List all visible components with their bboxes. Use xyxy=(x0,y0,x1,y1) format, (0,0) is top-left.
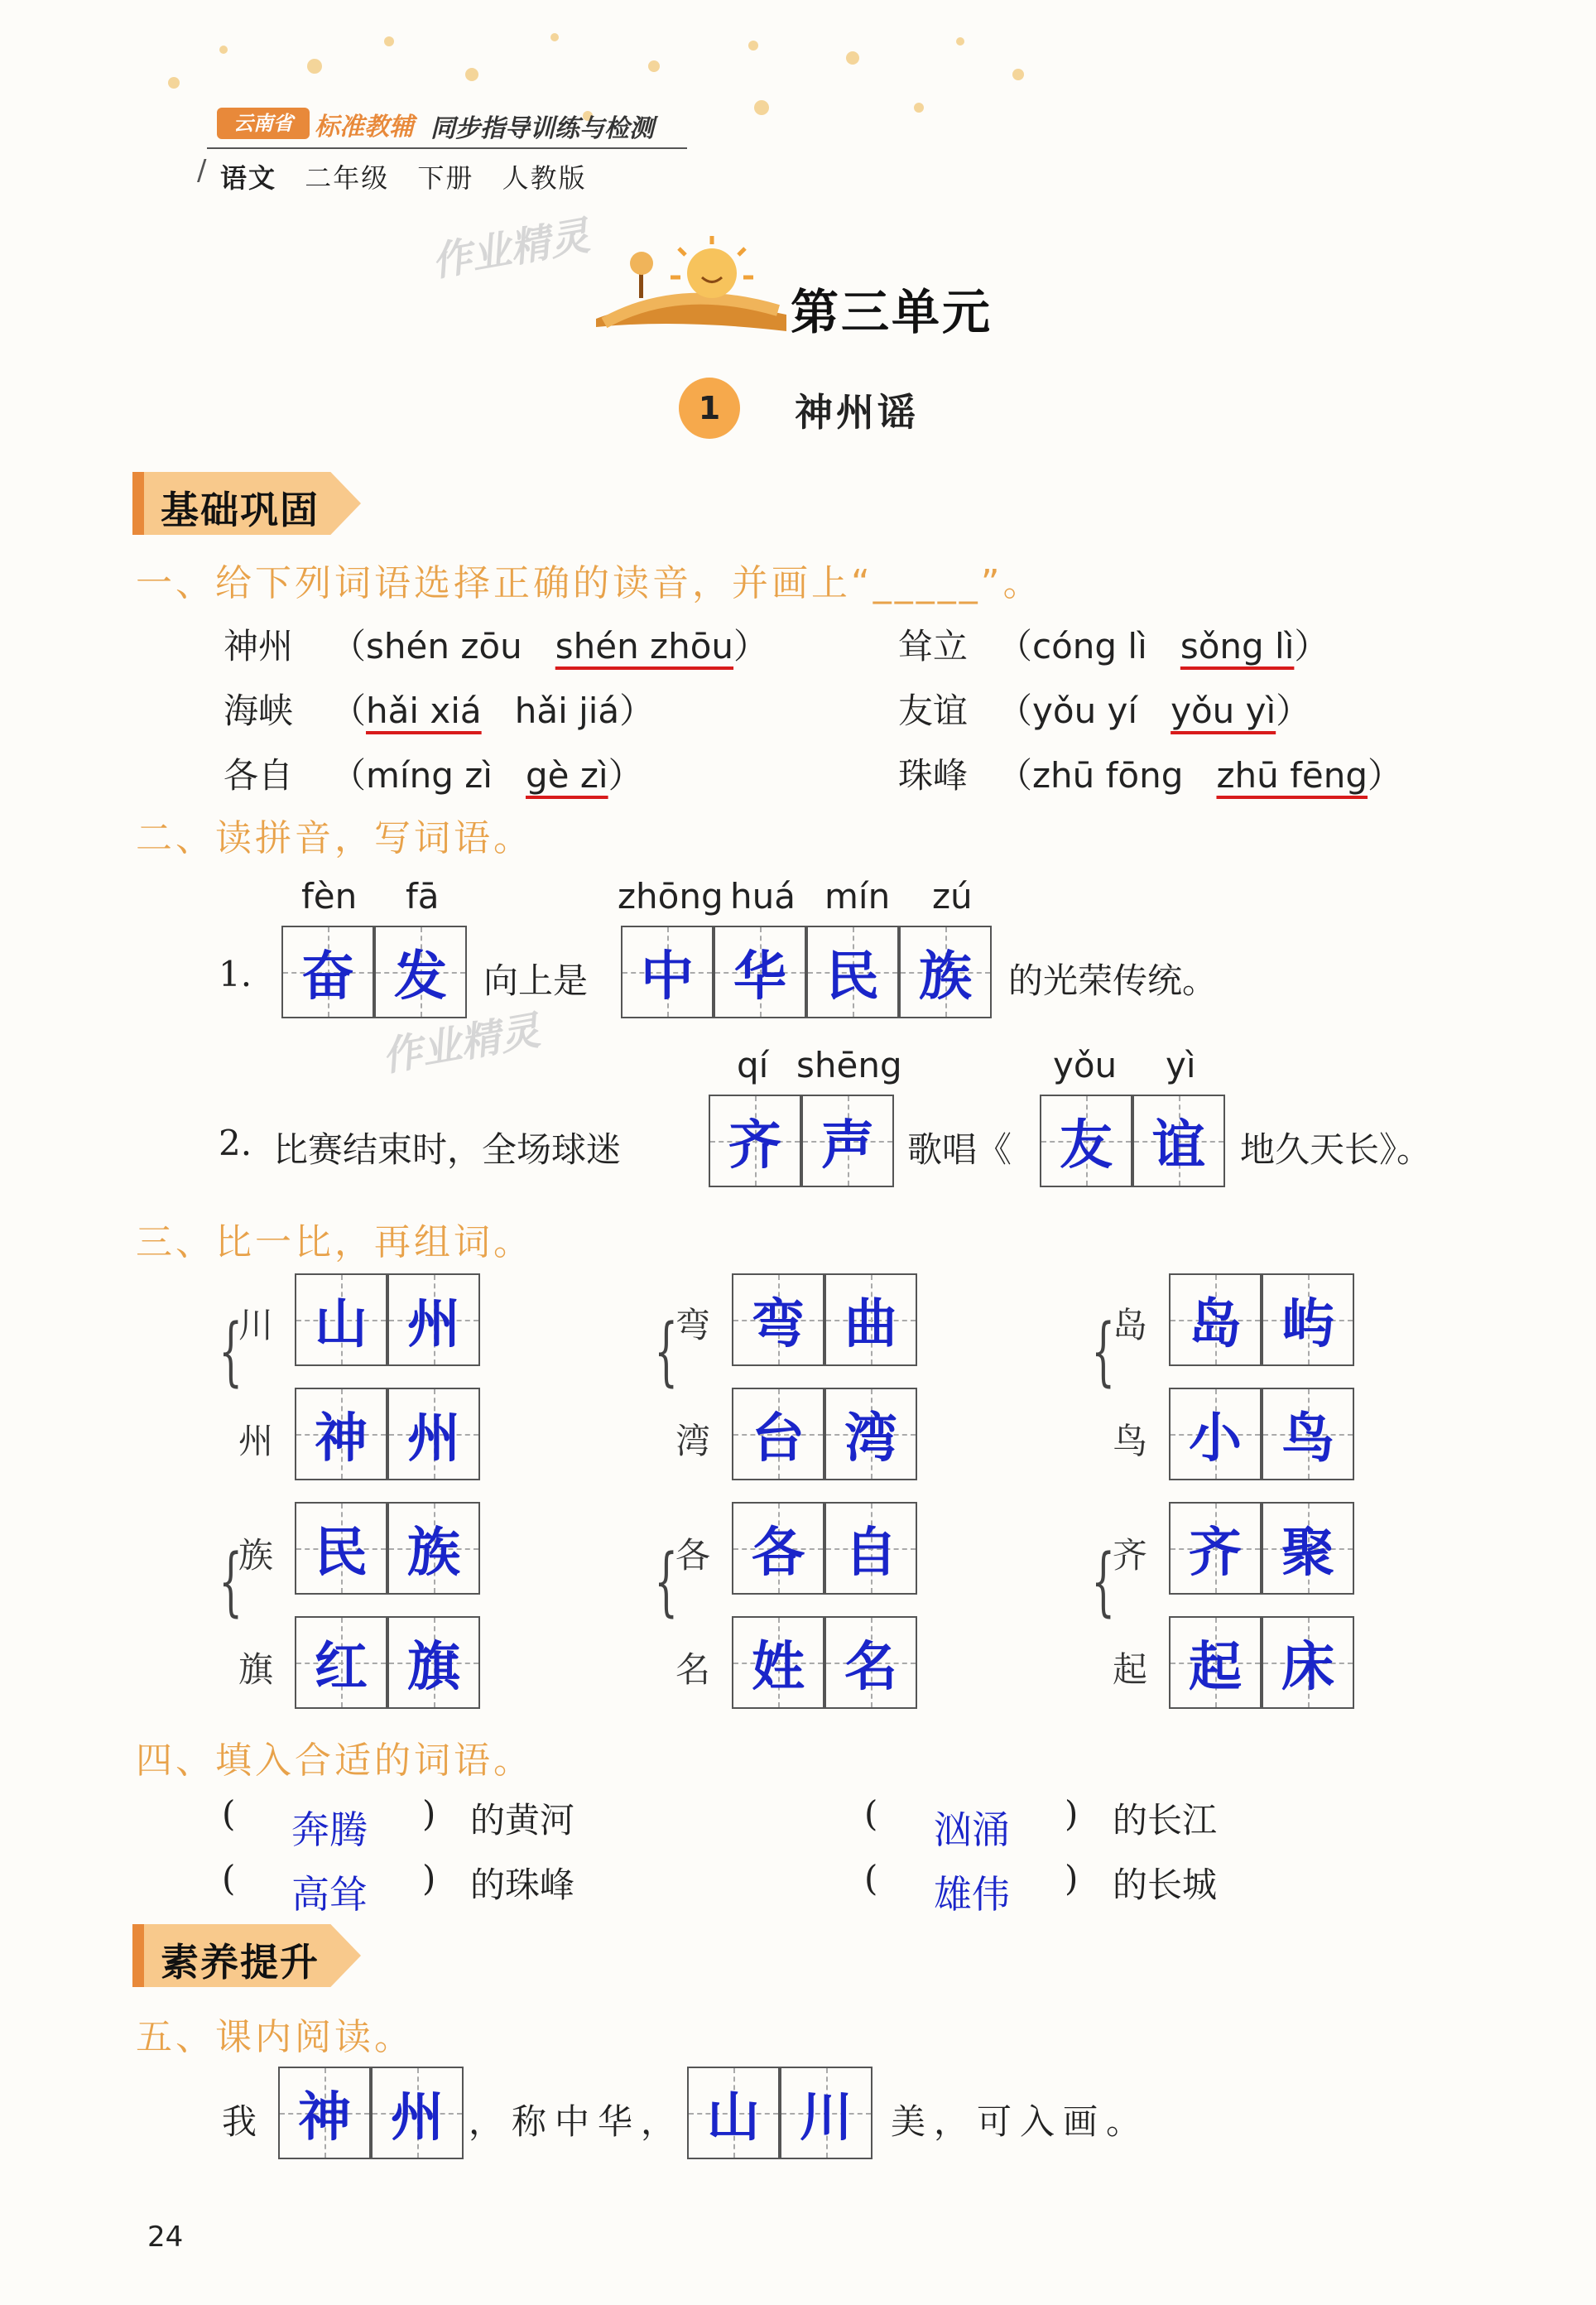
answer-box[interactable]: 岛 xyxy=(1169,1273,1262,1366)
q1-option-b[interactable]: shén zhōu xyxy=(555,626,734,666)
watermark: 作业精灵 xyxy=(428,212,594,286)
q1-word: 耸立 xyxy=(898,626,969,666)
answer-box[interactable]: 曲 xyxy=(824,1273,917,1366)
passage-text: 美，可入画。 xyxy=(891,2101,1150,2142)
answer-box[interactable]: 旗 xyxy=(387,1616,480,1709)
fill-answer[interactable]: 汹涌 xyxy=(934,1807,1010,1852)
answer-box[interactable]: 湾 xyxy=(824,1388,917,1480)
pinyin: zú xyxy=(932,876,973,917)
q1-option-a[interactable]: yǒu yí xyxy=(1032,691,1138,731)
q1-options: （hǎi xiá hǎi jiá） xyxy=(331,691,655,731)
brace: { xyxy=(1091,1308,1115,1395)
blank-left-paren: ( xyxy=(864,1793,878,1834)
brace: { xyxy=(219,1308,243,1395)
answer-box[interactable]: 民 xyxy=(806,926,899,1018)
answer-box[interactable]: 神 xyxy=(278,2067,371,2159)
book-meta xyxy=(220,157,587,195)
passage-text: 我 xyxy=(222,2101,257,2142)
answer-box[interactable]: 声 xyxy=(801,1095,894,1187)
reference-char: 川 xyxy=(238,1305,274,1345)
section-title: 素养提升 xyxy=(161,1940,320,1985)
pinyin: mín xyxy=(824,876,891,917)
answer-box[interactable]: 鸟 xyxy=(1262,1388,1354,1480)
edition: 人教版 xyxy=(502,162,587,194)
blank-tail: 的黄河 xyxy=(470,1800,575,1841)
question-2-heading: 二、读拼音，写词语。 xyxy=(136,817,533,859)
pinyin: huá xyxy=(730,876,796,917)
answer-box[interactable]: 神 xyxy=(295,1388,387,1480)
answer-box[interactable]: 山 xyxy=(687,2067,780,2159)
reference-char: 名 xyxy=(675,1649,711,1690)
q1-options: （míng zì gè zì） xyxy=(331,755,643,796)
question-1-heading: 一、给下列词语选择正确的读音，并画上“_____”。 xyxy=(136,562,1043,604)
blank-left-paren: ( xyxy=(864,1858,878,1898)
answer-box[interactable]: 床 xyxy=(1262,1616,1354,1709)
blank-tail: 的珠峰 xyxy=(470,1865,575,1905)
answer-box[interactable]: 自 xyxy=(824,1502,917,1595)
answer-box[interactable]: 发 xyxy=(374,926,467,1018)
sentence-number: 2. xyxy=(219,1123,252,1163)
reference-char: 齐 xyxy=(1113,1535,1148,1576)
answer-box[interactable]: 红 xyxy=(295,1616,387,1709)
pinyin: yì xyxy=(1166,1045,1196,1085)
question-4-heading: 四、填入合适的词语。 xyxy=(136,1740,533,1782)
section-banner-basic xyxy=(132,472,364,535)
answer-box[interactable]: 州 xyxy=(371,2067,464,2159)
sentence-number: 1. xyxy=(219,954,252,994)
series-title: 同步指导训练与检测 xyxy=(430,114,654,143)
blank-tail: 的长城 xyxy=(1113,1865,1218,1905)
q1-word: 友谊 xyxy=(898,691,969,731)
reference-char: 旗 xyxy=(238,1649,274,1690)
q1-option-a[interactable]: hǎi xiá xyxy=(366,691,482,731)
q1-option-b[interactable]: sǒng lì xyxy=(1180,626,1295,666)
brace: { xyxy=(1091,1538,1115,1625)
unit-title: 第三单元 xyxy=(791,284,993,340)
answer-box[interactable]: 川 xyxy=(780,2067,873,2159)
q1-option-b[interactable]: zhū fēng xyxy=(1216,755,1368,796)
header-slash: / xyxy=(197,154,207,187)
brand-logo: 云南省 xyxy=(217,108,310,139)
answer-box[interactable]: 各 xyxy=(732,1502,824,1595)
fill-answer[interactable]: 高耸 xyxy=(291,1872,368,1917)
brand-name: 标准教辅 xyxy=(315,113,414,142)
header-divider xyxy=(207,147,687,149)
answer-box[interactable]: 中 xyxy=(621,926,714,1018)
pinyin: fā xyxy=(406,876,440,917)
brace: { xyxy=(654,1538,678,1625)
answer-box[interactable]: 州 xyxy=(387,1388,480,1480)
blank-right-paren: ) xyxy=(422,1793,436,1834)
answer-box[interactable]: 友 xyxy=(1040,1095,1132,1187)
section-title: 基础巩固 xyxy=(161,488,320,532)
answer-box[interactable]: 族 xyxy=(387,1502,480,1595)
q1-options: （cóng lì sǒng lì） xyxy=(997,626,1329,666)
answer-box[interactable]: 屿 xyxy=(1262,1273,1354,1366)
reference-char: 各 xyxy=(675,1535,711,1576)
page-number: 24 xyxy=(147,2221,184,2254)
reference-char: 弯 xyxy=(675,1305,711,1345)
reference-char: 鸟 xyxy=(1113,1421,1148,1461)
reference-char: 起 xyxy=(1113,1649,1148,1690)
blank-left-paren: ( xyxy=(222,1793,236,1834)
blank-right-paren: ) xyxy=(422,1858,436,1898)
lesson-title: 神州谣 xyxy=(795,390,919,435)
q1-option-b[interactable]: hǎi jiá xyxy=(514,691,620,731)
q1-options: （zhū fōng zhū fēng） xyxy=(997,755,1403,796)
sentence-text: 比赛结束时，全场球迷 xyxy=(273,1129,622,1170)
pinyin: zhōng xyxy=(618,876,723,917)
watermark: 作业精灵 xyxy=(378,1007,544,1081)
pinyin: shēng xyxy=(796,1045,902,1085)
question-5-heading: 五、课内阅读。 xyxy=(136,2016,414,2058)
lesson-number-badge: 1 xyxy=(679,378,740,439)
grade: 二年级 xyxy=(305,162,390,194)
answer-box[interactable]: 民 xyxy=(295,1502,387,1595)
answer-box[interactable]: 姓 xyxy=(732,1616,824,1709)
subject: 语文 xyxy=(220,162,277,194)
q1-word: 神州 xyxy=(224,626,294,666)
blank-right-paren: ) xyxy=(1065,1793,1079,1834)
answer-box[interactable]: 齐 xyxy=(1169,1502,1262,1595)
passage-text: ，称中华， xyxy=(469,2101,685,2142)
q1-word: 珠峰 xyxy=(898,755,969,796)
q1-option-b[interactable]: gè zì xyxy=(526,755,608,796)
sentence-text: 的光荣传统。 xyxy=(1008,960,1218,1001)
answer-box[interactable]: 奋 xyxy=(281,926,374,1018)
answer-box[interactable]: 山 xyxy=(295,1273,387,1366)
term: 下册 xyxy=(417,162,474,194)
answer-box[interactable]: 齐 xyxy=(709,1095,801,1187)
fill-answer[interactable]: 雄伟 xyxy=(934,1872,1010,1917)
sentence-text: 歌唱《 xyxy=(907,1129,1012,1170)
fill-answer[interactable]: 奔腾 xyxy=(291,1807,368,1852)
q1-option-a[interactable]: míng zì xyxy=(366,755,493,796)
reference-char: 岛 xyxy=(1113,1305,1148,1345)
sun-icon xyxy=(596,232,786,339)
answer-box[interactable]: 小 xyxy=(1169,1388,1262,1480)
brace: { xyxy=(219,1538,243,1625)
sentence-text: 向上是 xyxy=(483,960,589,1001)
section-banner-improve xyxy=(132,1924,364,1987)
blank-tail: 的长江 xyxy=(1113,1800,1218,1841)
q1-option-b[interactable]: yǒu yì xyxy=(1171,691,1276,731)
answer-box[interactable]: 谊 xyxy=(1132,1095,1225,1187)
question-3-heading: 三、比一比，再组词。 xyxy=(136,1221,533,1263)
pinyin: qí xyxy=(737,1045,769,1085)
q1-option-a[interactable]: shén zōu xyxy=(366,626,522,666)
answer-box[interactable]: 台 xyxy=(732,1388,824,1480)
blank-left-paren: ( xyxy=(222,1858,236,1898)
reference-char: 湾 xyxy=(675,1421,711,1461)
q1-options: （yǒu yí yǒu yì） xyxy=(997,691,1311,731)
answer-box[interactable]: 族 xyxy=(899,926,992,1018)
answer-box[interactable]: 华 xyxy=(714,926,806,1018)
answer-box[interactable]: 弯 xyxy=(732,1273,824,1366)
q1-option-a[interactable]: zhū fōng xyxy=(1032,755,1184,796)
q1-word: 海峡 xyxy=(224,691,294,731)
answer-box[interactable]: 聚 xyxy=(1262,1502,1354,1595)
brace: { xyxy=(654,1308,678,1395)
answer-box[interactable]: 名 xyxy=(824,1616,917,1709)
blank-right-paren: ) xyxy=(1065,1858,1079,1898)
q1-option-a[interactable]: cóng lì xyxy=(1032,626,1147,666)
q1-word: 各自 xyxy=(224,755,294,796)
sentence-text: 地久天长》。 xyxy=(1240,1129,1432,1170)
pinyin: fèn xyxy=(301,876,358,917)
answer-box[interactable]: 州 xyxy=(387,1273,480,1366)
reference-char: 族 xyxy=(238,1535,274,1576)
pinyin: yǒu xyxy=(1053,1045,1118,1085)
reference-char: 州 xyxy=(238,1421,274,1461)
q1-options: （shén zōu shén zhōu） xyxy=(331,626,769,666)
answer-box[interactable]: 起 xyxy=(1169,1616,1262,1709)
